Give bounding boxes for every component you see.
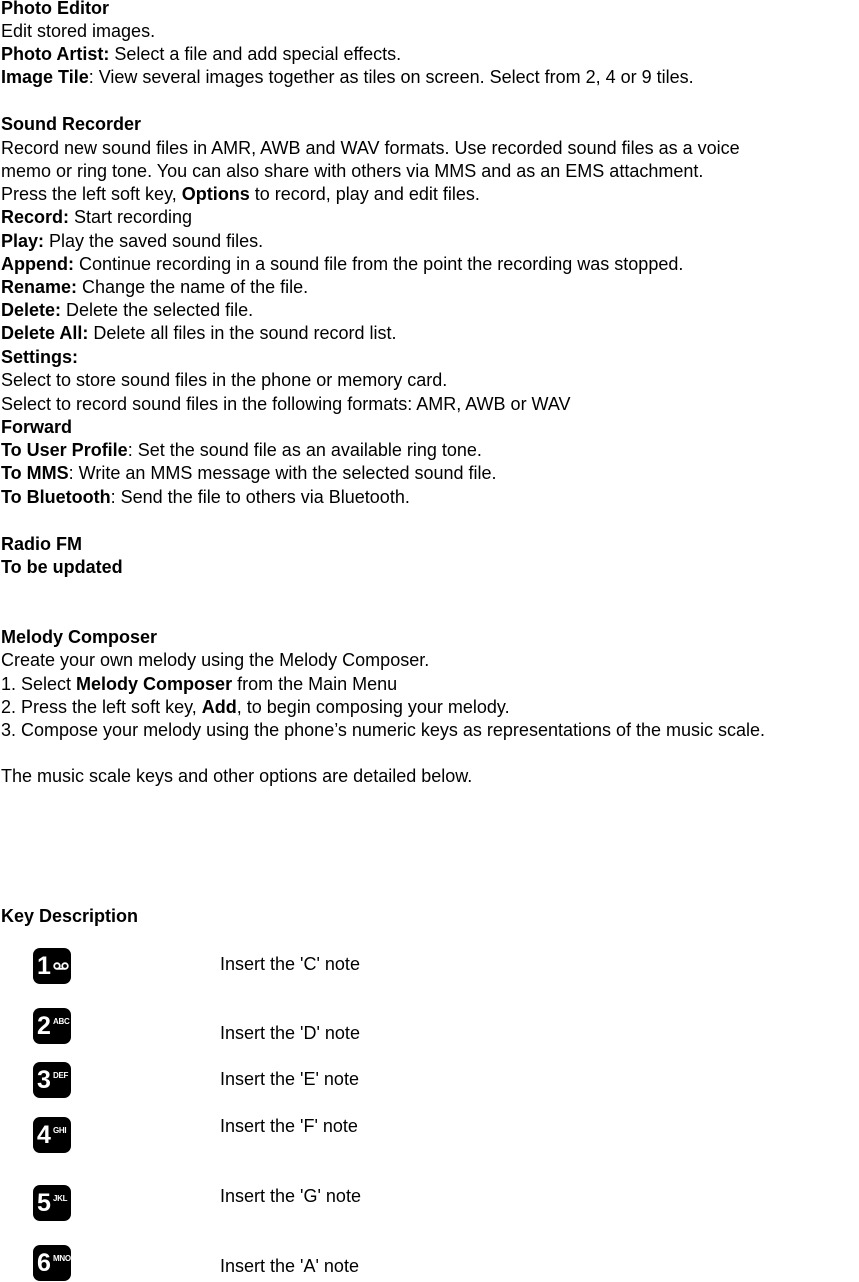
melody-step-1-pre: 1. Select (1, 674, 77, 694)
music-scale-note: The music scale keys and other options are detailed below. (1, 766, 473, 786)
record-label: Record: (1, 207, 70, 227)
photo-artist-line (1, 43, 401, 65)
sound-recorder-desc-1: Record new sound files in AMR, AWB and WAV formats. Use recorded sound files as a voice (1, 138, 740, 158)
key-3-letters: DEF (53, 1071, 69, 1080)
key-4-description: Insert the 'F' note (220, 1116, 358, 1136)
play-label: Play: (1, 231, 45, 251)
delete-label: Delete: (1, 300, 62, 320)
melody-step-3: 3. Compose your melody using the phone’s numeric keys as representations of the music scale. (1, 720, 766, 740)
key-6-description: Insert the 'A' note (220, 1256, 359, 1276)
key-2-letters: ABC (53, 1017, 70, 1026)
melody-step-1-post: from the Main Menu (232, 674, 398, 694)
photo-editor-heading: Photo Editor (1, 0, 109, 18)
melody-step-2-pre: 2. Press the left soft key, (1, 697, 202, 717)
to-user-profile-text: : Set the sound file as an available ring tone. (127, 440, 482, 460)
key-1-icon (33, 948, 71, 984)
key-3-icon (33, 1062, 71, 1098)
append-label: Append: (1, 254, 74, 274)
image-tile-line (1, 66, 694, 88)
key-4-letters: GHI (53, 1126, 67, 1135)
sound-recorder-desc-2: memo or ring tone. You can also share with others via MMS and as an EMS attachment. (1, 161, 704, 181)
key-3-digit: 3 (37, 1066, 51, 1094)
key-4-digit: 4 (37, 1121, 51, 1149)
to-mms-text: : Write an MMS message with the selected sound file. (68, 463, 497, 483)
to-mms-label: To MMS (1, 463, 69, 483)
melody-step-2-bold: Add (201, 697, 237, 717)
to-mms-item (1, 462, 497, 484)
to-bluetooth-item (1, 486, 410, 508)
melody-composer-desc: Create your own melody using the Melody Composer. (1, 650, 430, 670)
record-text: Start recording (69, 207, 193, 227)
settings-line-2: Select to record sound files in the following formats: AMR, AWB or WAV (1, 394, 571, 414)
delete-all-label: Delete All: (1, 323, 89, 343)
to-bluetooth-label: To Bluetooth (1, 487, 111, 507)
image-tile-label: Image Tile (1, 67, 89, 87)
voicemail-icon (53, 962, 69, 970)
append-item (1, 253, 683, 275)
settings-line-1: Select to store sound files in the phone or memory card. (1, 370, 448, 390)
key-5-digit: 5 (37, 1189, 51, 1217)
delete-all-item (1, 322, 397, 344)
radio-fm-note: To be updated (1, 557, 123, 577)
melody-step-1-bold: Melody Composer (76, 674, 233, 694)
options-instruction (1, 183, 480, 205)
options-key-label: Options (181, 184, 250, 204)
key-2-description: Insert the 'D' note (220, 1023, 360, 1043)
melody-step-2 (1, 696, 510, 718)
record-item (1, 206, 192, 228)
key-5-description: Insert the 'G' note (220, 1186, 361, 1206)
append-text: Continue recording in a sound file from the point the recording was stopped. (73, 254, 684, 274)
key-2-digit: 2 (37, 1012, 51, 1040)
delete-text: Delete the selected file. (61, 300, 254, 320)
radio-fm-heading: Radio FM (1, 534, 82, 554)
key-6-icon (33, 1245, 71, 1281)
key-1-description: Insert the 'C' note (220, 954, 360, 974)
key-2-icon (33, 1008, 71, 1044)
play-text: Play the saved sound files. (44, 231, 264, 251)
key-6-letters: MNO (53, 1254, 71, 1263)
delete-item (1, 299, 253, 321)
key-6-digit: 6 (37, 1249, 51, 1277)
forward-label: Forward (1, 417, 73, 437)
photo-artist-text: Select a file and add special effects. (109, 44, 402, 64)
play-item (1, 230, 263, 252)
key-5-icon (33, 1185, 71, 1221)
to-bluetooth-text: : Send the file to others via Bluetooth. (110, 487, 410, 507)
options-instruction-post: to record, play and edit files. (249, 184, 480, 204)
image-tile-text: : View several images together as tiles on screen. Select from 2, 4 or 9 tiles. (88, 67, 694, 87)
rename-item (1, 276, 308, 298)
key-3-description: Insert the 'E' note (220, 1069, 359, 1089)
to-user-profile-item (1, 439, 482, 461)
melody-step-2-post: , to begin composing your melody. (236, 697, 510, 717)
photo-artist-label: Photo Artist: (1, 44, 110, 64)
rename-label: Rename: (1, 277, 78, 297)
settings-label: Settings: (1, 347, 79, 367)
delete-all-text: Delete all files in the sound record list. (88, 323, 397, 343)
key-5-letters: JKL (53, 1194, 68, 1203)
to-user-profile-label: To User Profile (1, 440, 128, 460)
sound-recorder-heading: Sound Recorder (1, 114, 142, 134)
melody-step-1 (1, 673, 397, 695)
options-instruction-pre: Press the left soft key, (1, 184, 182, 204)
photo-editor-desc: Edit stored images. (1, 21, 156, 41)
key-description-heading: Key Description (1, 906, 139, 926)
key-1-digit: 1 (37, 952, 51, 980)
melody-composer-heading: Melody Composer (1, 627, 158, 647)
rename-text: Change the name of the file. (77, 277, 309, 297)
key-4-icon (33, 1117, 71, 1153)
